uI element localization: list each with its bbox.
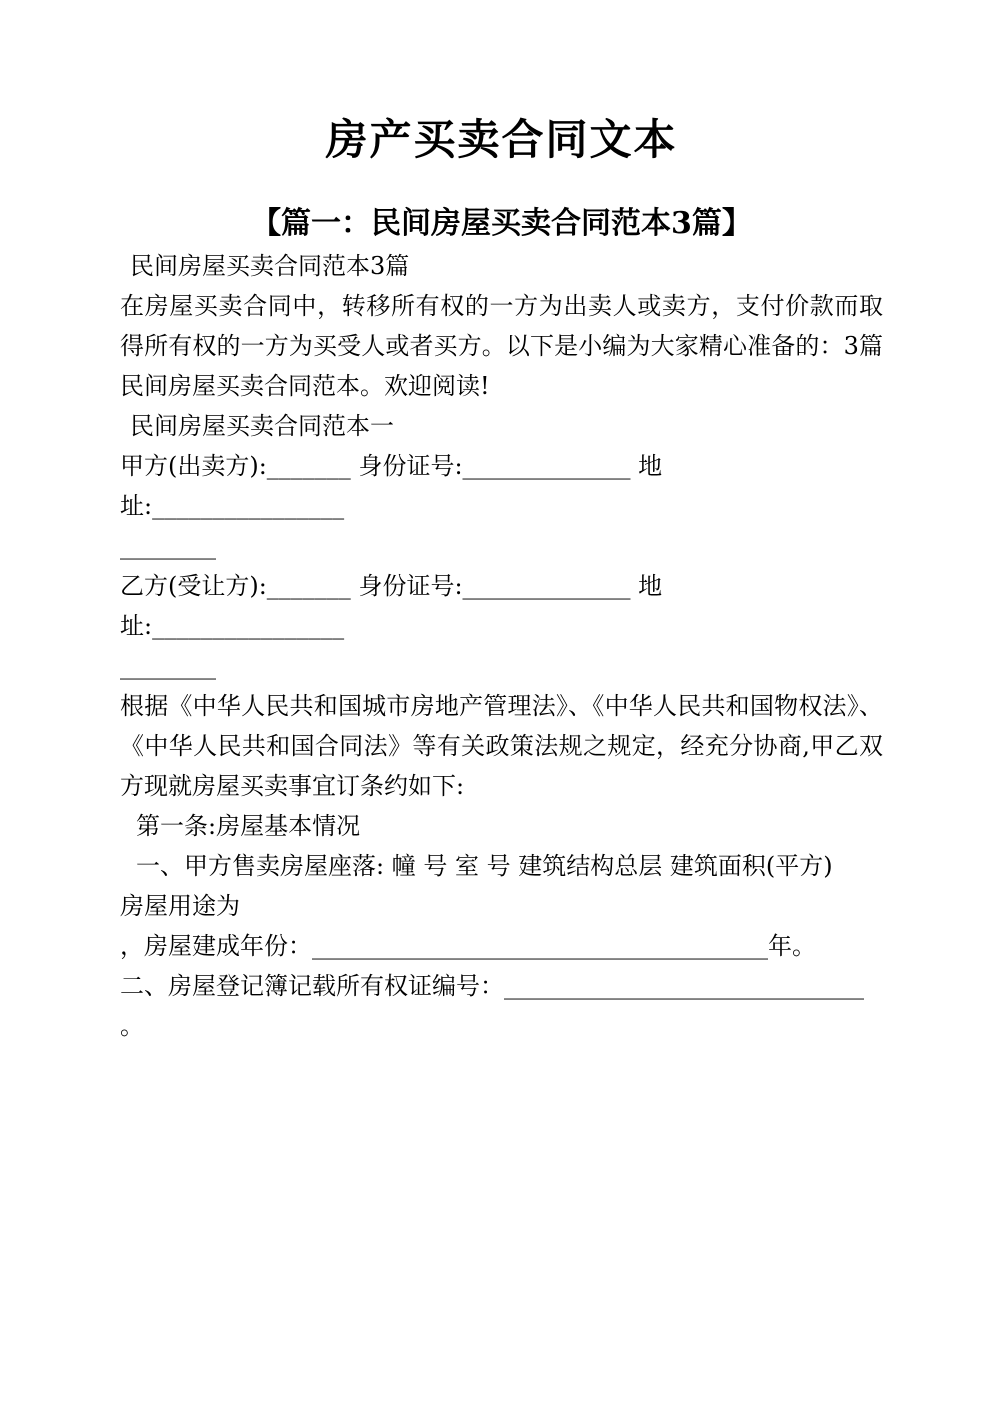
sample-one-heading: 民间房屋买卖合同范本一 [130,412,394,440]
party-a-line: 甲方(出卖方):_______ 身份证号:______________ 地址:________________ [120,452,663,520]
party-b-line: 乙方(受让方):_______ 身份证号:______________ 地址:________________ [120,572,663,640]
article-one-heading: 第一条:房屋基本情况 [136,812,361,840]
section-one-heading: 【篇一：民间房屋买卖合同范本3篇】 [251,206,752,241]
party-a-line-continued: ________ [120,532,216,560]
clause-two-line: 二、房屋登记簿记载所有权证编号：______________________________ [120,972,864,1000]
clause-one-line-3: ，房屋建成年份：______________________________________年。 [120,932,816,960]
document-title: 房产买卖合同文本 [325,115,678,164]
party-b-line-continued: ________ [120,652,216,680]
legal-basis-paragraph: 根据《中华人民共和国城市房地产管理法》、《中华人民共和国物权法》、《中华人民共和国合同法》等有关政策法规之规定，经充分协商,甲乙双方现就房屋买卖事宜订条约如下: [120,692,883,800]
clause-two-terminator: 。 [120,1012,144,1040]
clause-one-line-2: 房屋用途为 [120,892,240,920]
sample-list-heading: 民间房屋买卖合同范本3篇 [130,252,410,280]
intro-paragraph: 在房屋买卖合同中，转移所有权的一方为出卖人或卖方，支付价款而取得所有权的一方为买受人或者买方。以下是小编为大家精心准备的：3篇民间房屋买卖合同范本。欢迎阅读! [120,292,883,400]
clause-one-line-1: 一、甲方售卖房屋座落: 幢 号 室 号 建筑结构总层 建筑面积(平方) [136,852,833,880]
